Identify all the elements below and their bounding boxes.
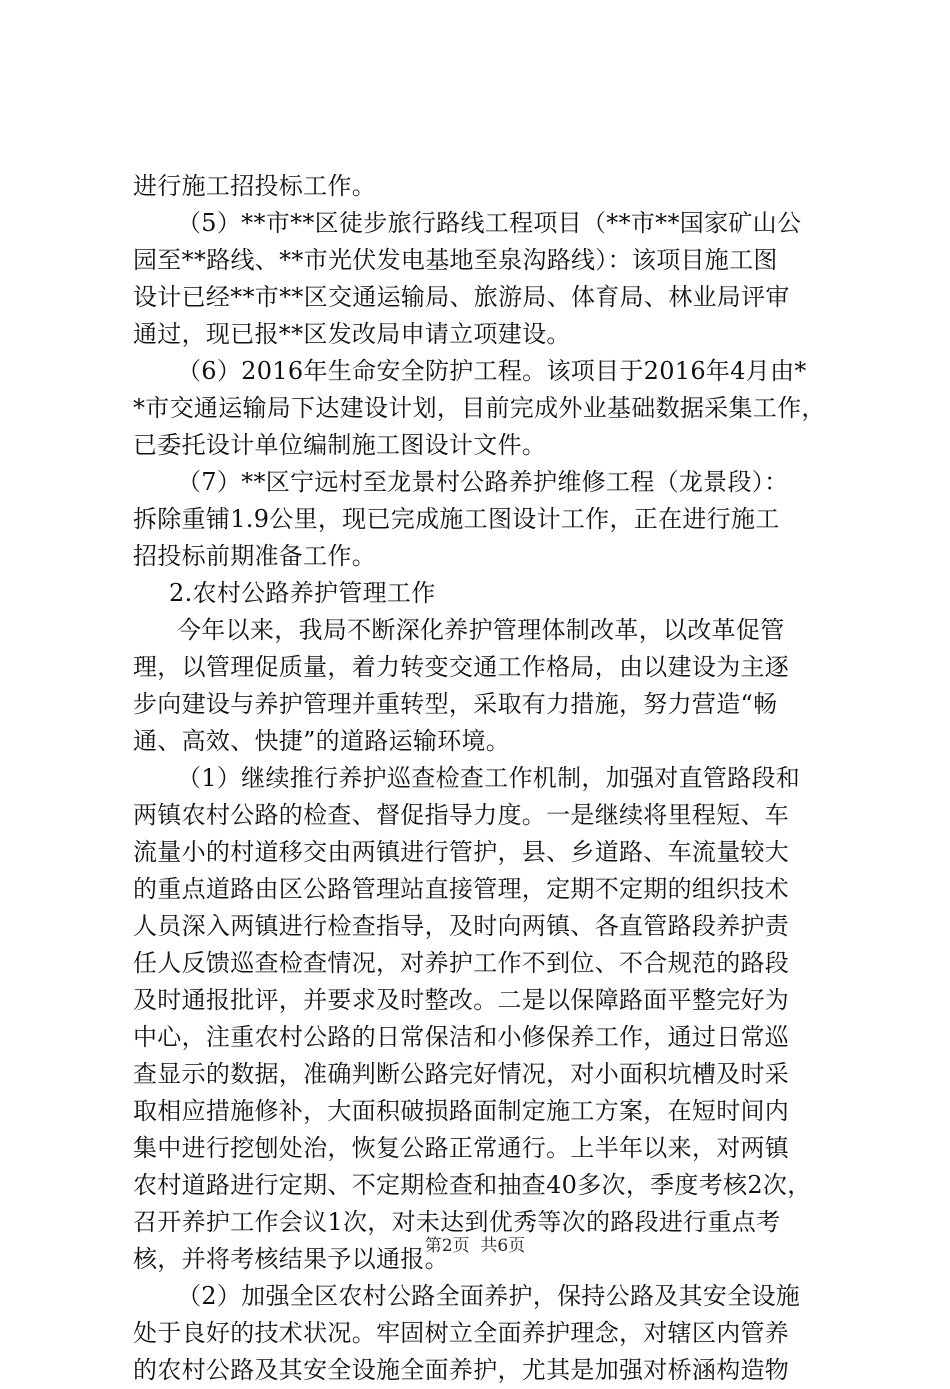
paragraph-item-7-line: （7）**区宁远村至龙景村公路养护维修工程（龙景段）： <box>177 468 789 496</box>
body-line: 任人反馈巡查检查情况，对养护工作不到位、不合规范的路段 <box>133 949 790 977</box>
body-line: *市交通运输局下达建设计划，目前完成外业基础数据采集工作， <box>133 394 826 422</box>
paragraph-item-2-line: （2）加强全区农村公路全面养护，保持公路及其安全设施 <box>177 1282 801 1310</box>
body-line: 中心，注重农村公路的日常保洁和小修保养工作，通过日常巡 <box>133 1023 790 1051</box>
paragraph-item-5-line: （5）**市**区徒步旅行路线工程项目（**市**国家矿山公 <box>177 209 802 237</box>
body-line: 取相应措施修补，大面积破损路面制定施工方案，在短时间内 <box>133 1097 790 1125</box>
body-line: 的重点道路由区公路管理站直接管理，定期不定期的组织技术 <box>133 875 790 903</box>
body-line: 流量小的村道移交由两镇进行管护，县、乡道路、车流量较大 <box>133 838 790 866</box>
body-line: 招投标前期准备工作。 <box>133 542 376 570</box>
body-line: 农村道路进行定期、不定期检查和抽查40多次，季度考核2次， <box>133 1171 812 1199</box>
page-footer <box>0 1234 950 1258</box>
body-line: 召开养护工作会议1次，对未达到优秀等次的路段进行重点考 <box>133 1208 781 1236</box>
body-line: 核，并将考核结果予以通报。 <box>133 1245 449 1273</box>
body-line: 理，以管理促质量，着力转变交通工作格局，由以建设为主逐 <box>133 653 790 681</box>
body-line: 通、高效、快捷”的道路运输环境。 <box>133 727 511 755</box>
body-line: 拆除重铺1.9公里，现已完成施工图设计工作，正在进行施工 <box>133 505 780 533</box>
body-line: 人员深入两镇进行检查指导，及时向两镇、各直管路段养护责 <box>133 912 790 940</box>
body-line: 已委托设计单位编制施工图设计文件。 <box>133 431 547 459</box>
document-body <box>133 168 833 1389</box>
page-number: 第2页 共6页 <box>424 1236 526 1256</box>
body-line: 及时通报批评，并要求及时整改。二是以保障路面平整完好为 <box>133 986 790 1014</box>
body-line: 处于良好的技术状况。牢固树立全面养护理念，对辖区内管养 <box>133 1319 790 1347</box>
body-line: 两镇农村公路的检查、督促指导力度。一是继续将里程短、车 <box>133 801 790 829</box>
body-line: 设计已经**市**区交通运输局、旅游局、体育局、林业局评审 <box>133 283 790 311</box>
body-line: 通过，现已报**区发改局申请立项建设。 <box>133 320 571 348</box>
section-heading: 2.农村公路养护管理工作 <box>169 579 436 607</box>
body-line: 进行施工招投标工作。 <box>133 172 376 200</box>
body-line: 的农村公路及其安全设施全面养护，尤其是加强对桥涵构造物 <box>133 1356 790 1384</box>
body-line: 步向建设与养护管理并重转型，采取有力措施，努力营造“畅 <box>133 690 778 718</box>
paragraph-item-6-line: （6）2016年生命安全防护工程。该项目于2016年4月由* <box>177 357 807 385</box>
body-line: 查显示的数据，准确判断公路完好情况，对小面积坑槽及时采 <box>133 1060 790 1088</box>
paragraph-intro-line: 今年以来，我局不断深化养护管理体制改革，以改革促管 <box>177 616 785 644</box>
paragraph-item-1-line: （1）继续推行养护巡查检查工作机制，加强对直管路段和 <box>177 764 801 792</box>
body-line: 园至**路线、**市光伏发电基地至泉沟路线）：该项目施工图 <box>133 246 778 274</box>
body-line: 集中进行挖刨处治，恢复公路正常通行。上半年以来，对两镇 <box>133 1134 790 1162</box>
